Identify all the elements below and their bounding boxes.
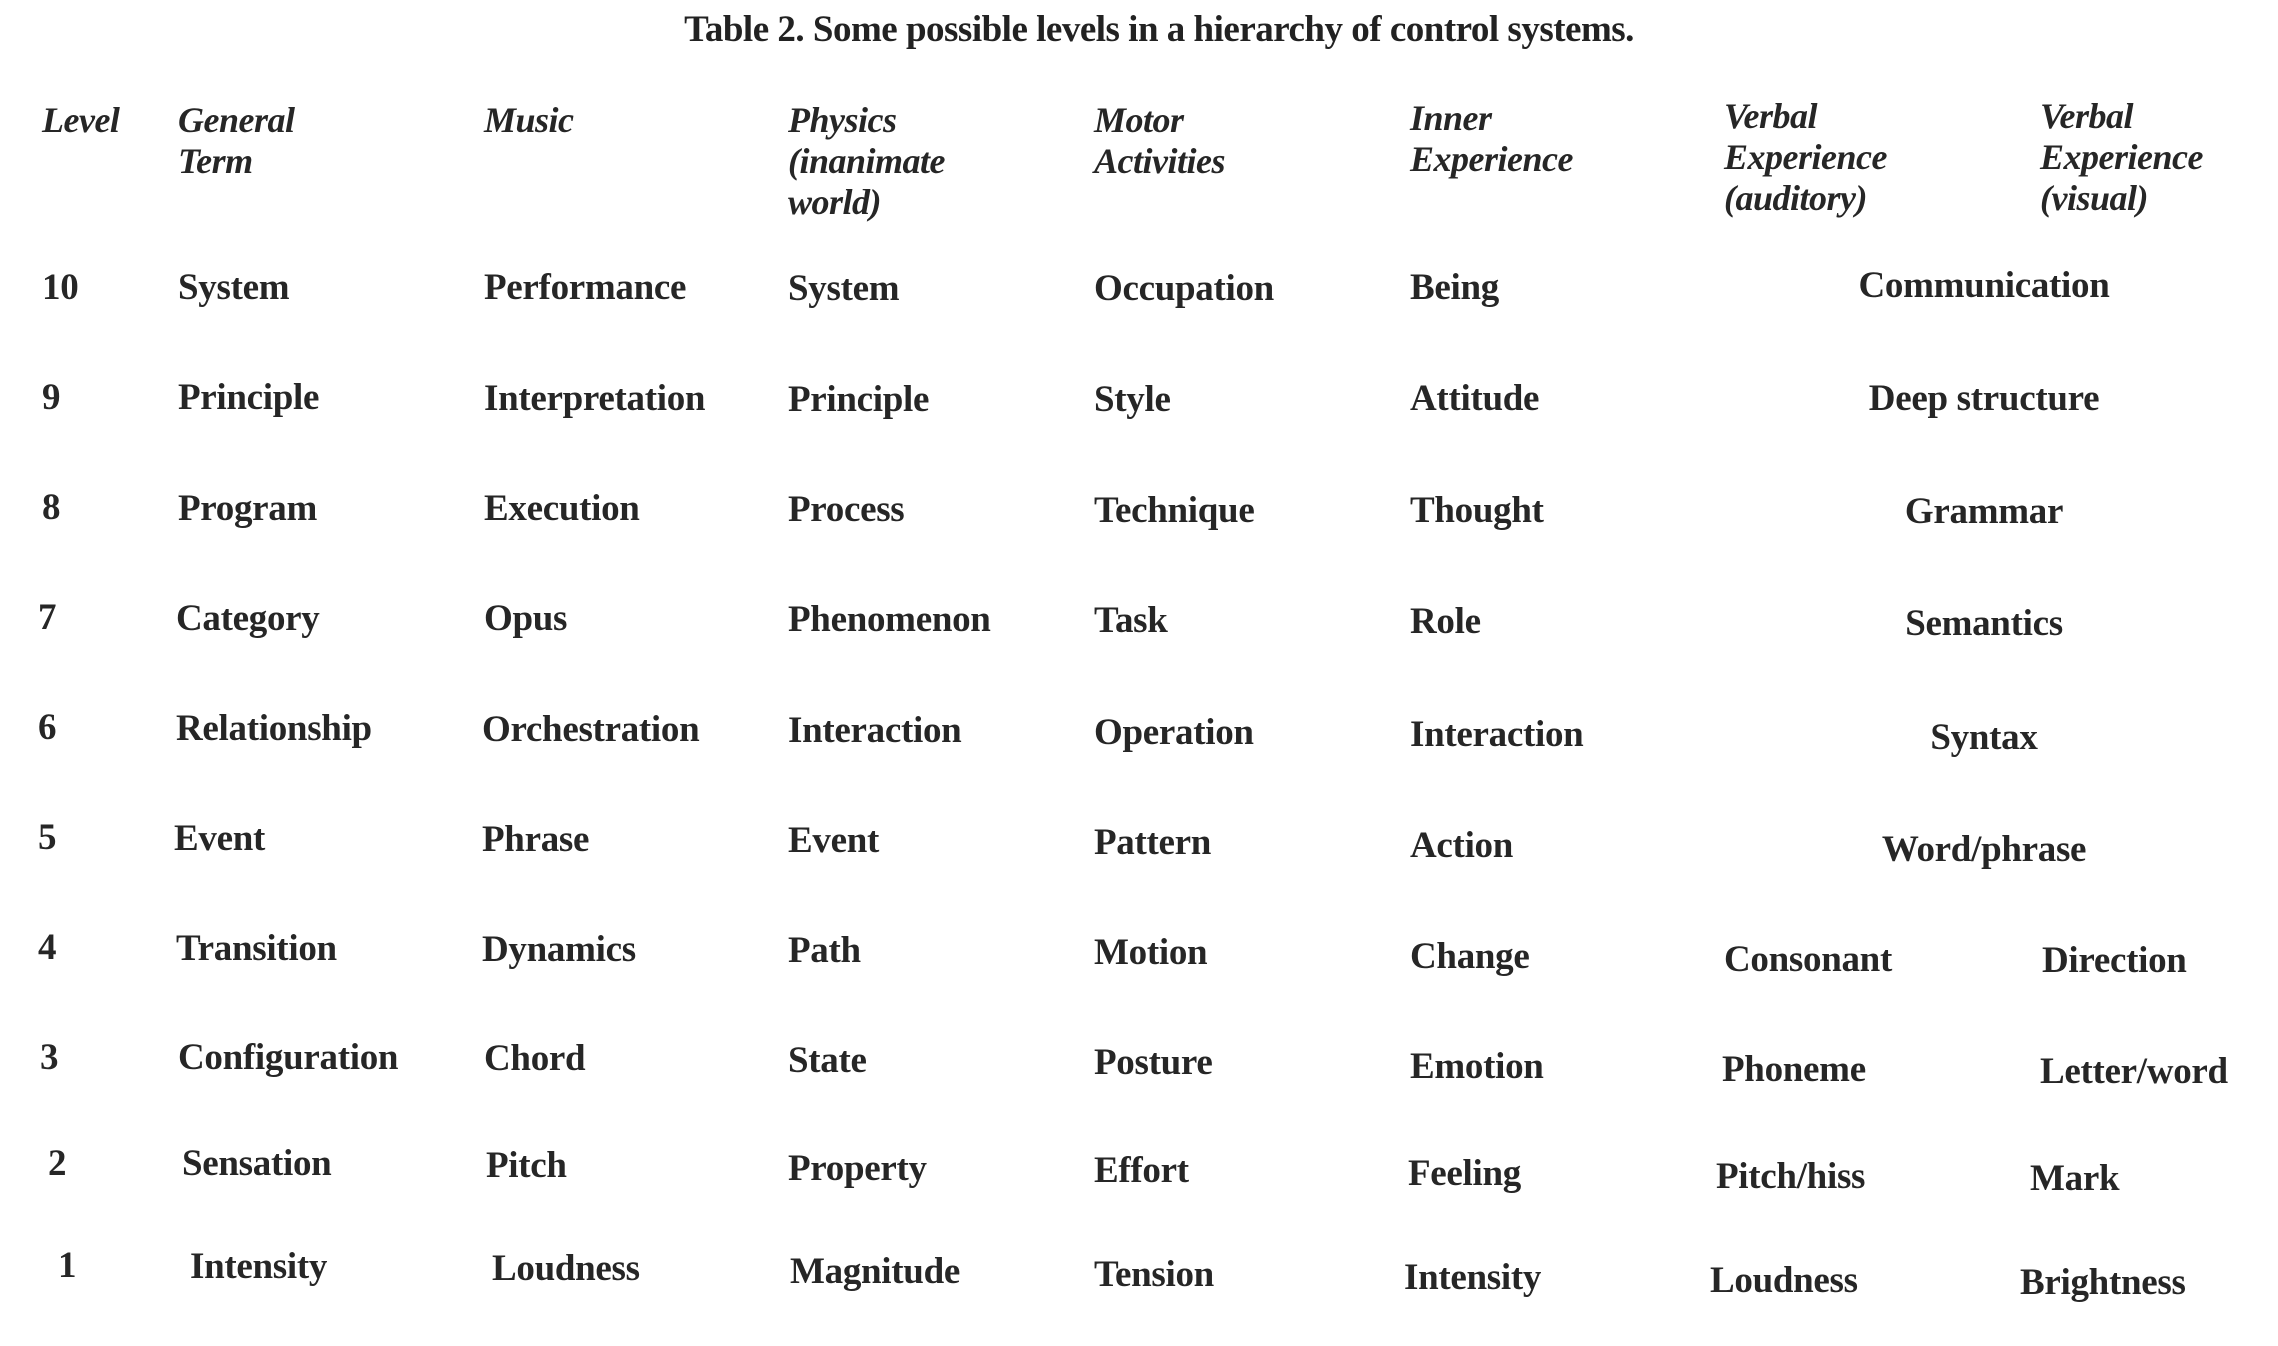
header-verbal-auditory-line: Experience (1724, 137, 1887, 177)
cell-motor: Operation (1094, 712, 1254, 753)
header-verbal-visual (2040, 96, 2203, 219)
cell-music: Chord (484, 1038, 586, 1079)
cell-music: Opus (484, 598, 568, 639)
cell-verbal-merged: Semantics (1905, 603, 2063, 644)
cell-general-term: Transition (176, 928, 337, 969)
cell-verbal-auditory: Phoneme (1722, 1049, 1866, 1090)
cell-level: 9 (42, 377, 61, 418)
cell-inner: Attitude (1410, 378, 1540, 419)
cell-general-term: Category (176, 598, 320, 639)
cell-inner: Being (1410, 267, 1499, 308)
cell-inner: Role (1410, 601, 1481, 642)
cell-general-term: Program (178, 488, 317, 529)
cell-physics: Principle (788, 379, 930, 420)
header-level (42, 100, 119, 141)
header-general-term (178, 100, 295, 182)
cell-verbal-auditory: Loudness (1710, 1260, 1858, 1301)
cell-physics: State (788, 1040, 867, 1081)
header-verbal-auditory-line: Verbal (1724, 96, 1818, 136)
cell-motor: Posture (1094, 1042, 1213, 1083)
cell-verbal-auditory: Pitch/hiss (1716, 1156, 1866, 1197)
header-motor-line: Activities (1094, 141, 1225, 181)
cell-general-term: Event (174, 818, 266, 859)
header-general-term-line: General (178, 100, 295, 140)
cell-motor: Effort (1094, 1150, 1189, 1191)
cell-general-term: Intensity (190, 1246, 328, 1287)
cell-inner: Feeling (1408, 1153, 1521, 1194)
cell-music: Pitch (486, 1145, 567, 1186)
header-verbal-visual-line: Verbal (2040, 96, 2134, 136)
cell-verbal-visual: Brightness (2020, 1262, 2186, 1303)
cell-general-term: Relationship (176, 708, 372, 749)
header-verbal-auditory-line: (auditory) (1724, 178, 1867, 218)
cell-music: Execution (484, 488, 640, 529)
cell-verbal-merged: Word/phrase (1881, 829, 2087, 870)
cell-level: 7 (38, 597, 57, 638)
header-general-term-line: Term (178, 141, 253, 181)
cell-music: Loudness (492, 1248, 640, 1289)
cell-physics: Path (788, 930, 861, 971)
cell-motor: Technique (1094, 490, 1255, 531)
cell-inner: Action (1410, 825, 1514, 866)
cell-level: 10 (42, 267, 79, 308)
cell-level: 4 (38, 927, 57, 968)
header-physics-line: (inanimate (788, 141, 946, 181)
cell-verbal-visual: Mark (2030, 1158, 2120, 1199)
cell-physics: Event (788, 820, 880, 861)
cell-level: 2 (48, 1143, 67, 1184)
cell-inner: Change (1410, 936, 1530, 977)
header-inner-line: Inner (1410, 98, 1492, 138)
header-inner-experience (1410, 98, 1573, 180)
cell-level: 1 (58, 1245, 77, 1286)
cell-motor: Occupation (1094, 268, 1274, 309)
cell-music: Interpretation (484, 378, 706, 419)
cell-inner: Thought (1410, 490, 1544, 531)
cell-physics: Process (788, 489, 905, 530)
cell-general-term: Principle (178, 377, 320, 418)
cell-verbal-visual: Letter/word (2040, 1051, 2228, 1092)
cell-general-term: Configuration (178, 1037, 399, 1078)
cell-motor: Task (1094, 600, 1168, 641)
table-caption-text: Table 2. Some possible levels in a hierarchy of control systems. (684, 9, 1634, 50)
header-physics-line: Physics (788, 100, 897, 140)
cell-inner: Intensity (1404, 1257, 1542, 1298)
cell-general-term: Sensation (182, 1143, 332, 1184)
cell-inner: Interaction (1410, 714, 1584, 755)
cell-verbal-auditory: Consonant (1724, 939, 1892, 980)
cell-verbal-merged: Syntax (1930, 717, 2038, 758)
cell-level: 5 (38, 817, 57, 858)
cell-motor: Style (1094, 379, 1171, 420)
cell-inner: Emotion (1410, 1046, 1544, 1087)
cell-level: 8 (42, 487, 61, 528)
cell-verbal-merged: Grammar (1904, 491, 2064, 532)
cell-physics: Magnitude (790, 1251, 960, 1292)
cell-physics: Interaction (788, 710, 962, 751)
header-motor-activities (1094, 100, 1225, 182)
header-motor-line: Motor (1094, 100, 1184, 140)
cell-level: 3 (40, 1037, 59, 1078)
cell-music: Performance (484, 267, 687, 308)
cell-physics: System (788, 268, 900, 309)
header-verbal-auditory (1724, 96, 1887, 219)
table-caption (0, 8, 2278, 51)
cell-physics: Phenomenon (788, 599, 991, 640)
cell-music: Phrase (482, 819, 590, 860)
cell-motor: Pattern (1094, 822, 1212, 863)
header-music-line: Music (484, 100, 574, 140)
header-verbal-visual-line: (visual) (2040, 178, 2148, 218)
header-physics-line: world) (788, 182, 882, 222)
cell-physics: Property (788, 1148, 927, 1189)
cell-motor: Tension (1094, 1254, 1214, 1295)
header-level-line: Level (42, 100, 120, 140)
cell-level: 6 (38, 707, 57, 748)
cell-verbal-visual: Direction (2042, 940, 2187, 981)
header-music (484, 100, 574, 141)
cell-general-term: System (178, 267, 290, 308)
cell-music: Orchestration (482, 709, 700, 750)
cell-motor: Motion (1094, 932, 1208, 973)
cell-verbal-merged: Communication (1858, 265, 2110, 306)
cell-verbal-merged: Deep structure (1868, 378, 2100, 419)
header-inner-line: Experience (1410, 139, 1573, 179)
cell-music: Dynamics (482, 929, 636, 970)
header-verbal-visual-line: Experience (2040, 137, 2203, 177)
header-physics (788, 100, 945, 223)
